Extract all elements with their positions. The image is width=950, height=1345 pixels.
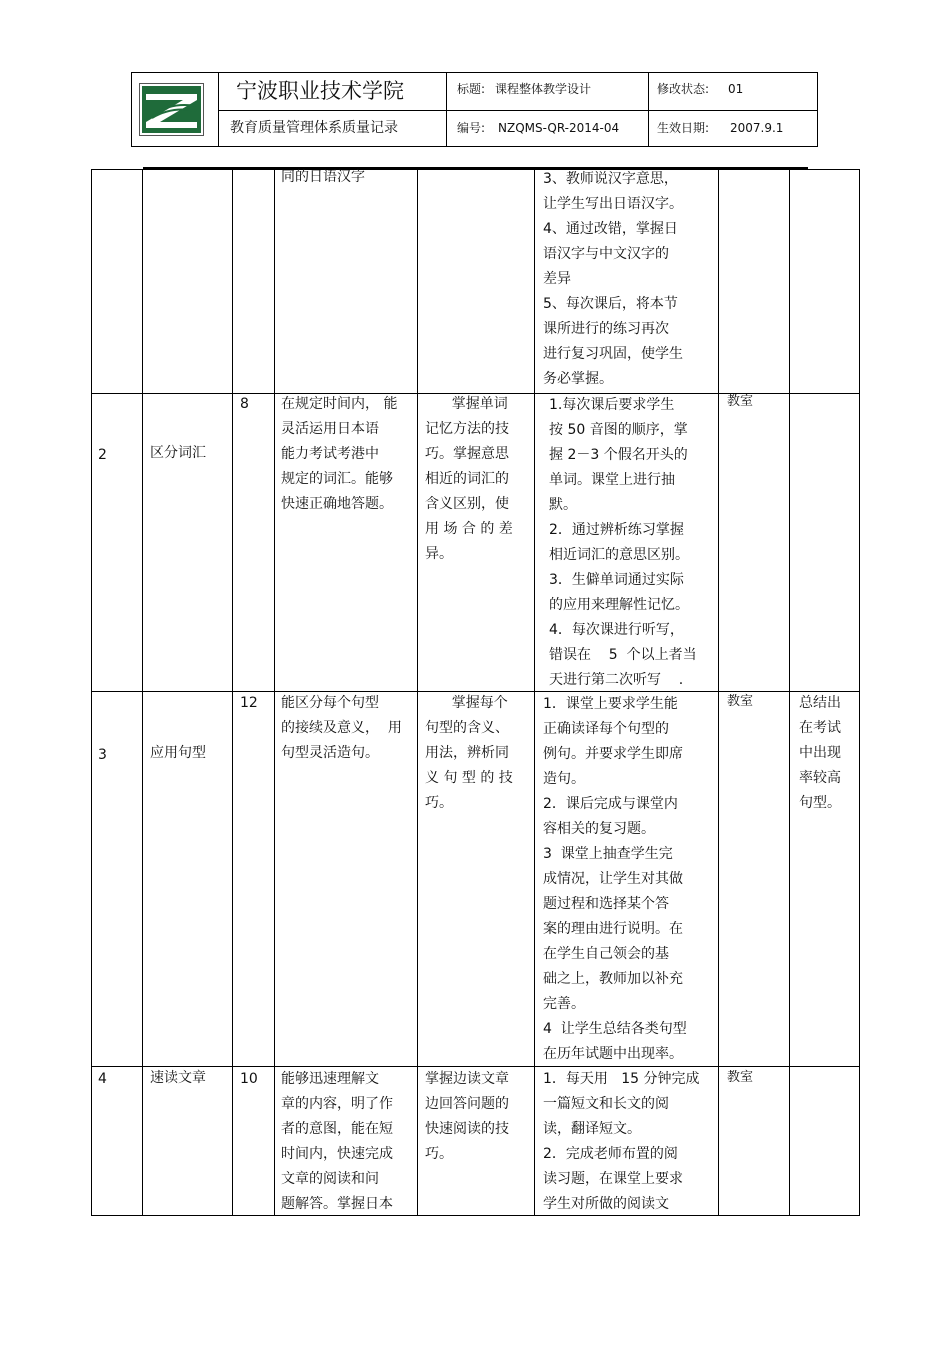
skill-line: 巧。 xyxy=(425,795,453,811)
skill-line: 用法，辨析同 xyxy=(425,745,509,761)
skill-line: 义 句 型 的 技 xyxy=(425,770,513,786)
goal-line: 者的意图，能在短 xyxy=(281,1121,393,1137)
method-line: 的应用来理解性记忆。 xyxy=(549,597,689,613)
row-topic: 应用句型 xyxy=(150,745,206,761)
method-line: 题过程和选择某个答 xyxy=(543,896,669,912)
method-line: 在学生自己领会的基 xyxy=(543,946,669,962)
method-line: 语汉字与中文汉字的 xyxy=(543,246,669,262)
method-line: 1．每天用 15 分钟完成 xyxy=(543,1071,700,1087)
method-line: 容相关的复习题。 xyxy=(543,821,655,837)
row-hours: 10 xyxy=(240,1071,258,1087)
goal-line: 时间内，快速完成 xyxy=(281,1146,393,1162)
method-line: 在历年试题中出现率。 xyxy=(543,1046,683,1062)
note-line: 在考试 xyxy=(799,720,841,736)
row-goal xyxy=(281,691,402,766)
goal-line: 灵活运用日本语 xyxy=(281,421,379,437)
row-goal xyxy=(281,392,397,517)
method-line: 2．完成老师布置的阅 xyxy=(543,1146,678,1162)
method-line: 例句。并要求学生即席 xyxy=(543,746,683,762)
method-line: 单词。课堂上进行抽 xyxy=(549,472,675,488)
effective-date-value: 2007.9.1 xyxy=(730,121,784,135)
quality-record-title: 教育质量管理体系质量记录 xyxy=(230,120,398,136)
method-line: 读习题，在课堂上要求 xyxy=(543,1171,683,1187)
row1-goal xyxy=(281,165,365,190)
note-line: 率较高 xyxy=(799,770,841,786)
row-place: 教室 xyxy=(727,1070,754,1085)
goal-line: 同的日语汉字 xyxy=(281,169,365,185)
method-line: 造句。 xyxy=(543,771,585,787)
method-line: 4 让学生总结各类句型 xyxy=(543,1021,687,1037)
goal-line: 快速正确地答题。 xyxy=(281,496,393,512)
goal-line: 能区分每个句型 xyxy=(281,695,379,711)
row-skill xyxy=(425,1067,509,1167)
method-line: 读，翻译短文。 xyxy=(543,1121,641,1137)
goal-line: 规定的词汇。能够 xyxy=(281,471,393,487)
row-method xyxy=(543,1067,700,1217)
method-line: 相近词汇的意思区别。 xyxy=(549,547,689,563)
method-line: 课所进行的练习再次 xyxy=(543,321,669,337)
skill-line: 句型的含义、 xyxy=(425,720,509,736)
method-line: 一篇短文和长文的阅 xyxy=(543,1096,669,1112)
method-line: 案的理由进行说明。在 xyxy=(543,921,683,937)
method-line: 成情况，让学生对其做 xyxy=(543,871,683,887)
goal-line: 的接续及意义， 用 xyxy=(281,720,402,736)
method-line: 1．课堂上要求学生能 xyxy=(543,696,678,712)
method-line: 3．生僻单词通过实际 xyxy=(549,572,684,588)
method-line: 握 2－3 个假名开头的 xyxy=(549,447,688,463)
goal-line: 句型灵活造句。 xyxy=(281,745,379,761)
note-line: 中出现 xyxy=(799,745,841,761)
method-line: 2．通过辨析练习掌握 xyxy=(549,522,684,538)
method-line: 正确读译每个句型的 xyxy=(543,721,669,737)
method-line: 让学生写出日语汉字。 xyxy=(543,196,683,212)
skill-line: 用 场 合 的 差 xyxy=(425,521,513,537)
skill-line: 掌握边读文章 xyxy=(425,1071,509,1087)
row-place: 教室 xyxy=(727,394,754,409)
method-line: 础之上，教师加以补充 xyxy=(543,971,683,987)
title-value: 课程整体教学设计 xyxy=(495,82,592,96)
goal-line: 题解答。掌握日本 xyxy=(281,1196,393,1212)
revision-label: 修改状态: xyxy=(657,82,710,96)
row-number: 3 xyxy=(98,747,107,763)
method-line: 4．每次课进行听写， xyxy=(549,622,684,638)
school-name: 宁波职业技术学院 xyxy=(236,79,404,103)
method-line: 错误在 5 个以上者当 xyxy=(549,647,697,663)
row-place: 教室 xyxy=(727,694,754,709)
teaching-design-table xyxy=(91,169,860,1216)
method-line: 1.每次课后要求学生 xyxy=(549,397,675,413)
row-goal xyxy=(281,1067,393,1217)
school-logo xyxy=(139,83,204,136)
method-line: 3 课堂上抽查学生完 xyxy=(543,846,673,862)
method-line: 天进行第二次听写 . xyxy=(549,672,684,688)
row1-method xyxy=(543,167,683,392)
skill-line: 巧。 xyxy=(425,1146,453,1162)
method-line: 差异 xyxy=(543,271,571,287)
skill-line: 快速阅读的技 xyxy=(425,1121,509,1137)
row-number: 2 xyxy=(98,447,107,463)
row-number: 4 xyxy=(98,1071,107,1087)
method-line: 默。 xyxy=(549,497,577,513)
row-skill xyxy=(425,392,513,567)
skill-line: 异。 xyxy=(425,546,453,562)
method-line: 3、教师说汉字意思， xyxy=(543,171,678,187)
method-line: 完善。 xyxy=(543,996,585,1012)
revision-value: 01 xyxy=(728,82,744,96)
code-value: NZQMS-QR-2014-04 xyxy=(498,121,620,135)
skill-line: 边回答问题的 xyxy=(425,1096,509,1112)
goal-line: 文章的阅读和问 xyxy=(281,1171,379,1187)
skill-line: 掌握每个 xyxy=(425,695,508,711)
skill-line: 含义区别，使 xyxy=(425,496,509,512)
row-method xyxy=(549,393,697,693)
goal-line: 能够迅速理解文 xyxy=(281,1071,379,1087)
skill-line: 掌握单词 xyxy=(425,396,508,412)
document-header xyxy=(131,72,818,147)
skill-line: 记忆方法的技 xyxy=(425,421,509,437)
skill-line: 巧。掌握意思 xyxy=(425,446,509,462)
method-line: 2．课后完成与课堂内 xyxy=(543,796,678,812)
method-line: 进行复习巩固，使学生 xyxy=(543,346,683,362)
method-line: 5、每次课后，将本节 xyxy=(543,296,678,312)
goal-line: 章的内容，明了作 xyxy=(281,1096,393,1112)
method-line: 4、通过改错，掌握日 xyxy=(543,221,678,237)
row-skill xyxy=(425,691,513,816)
row-hours: 8 xyxy=(240,396,249,412)
goal-line: 能力考试考港中 xyxy=(281,446,379,462)
skill-line: 相近的词汇的 xyxy=(425,471,509,487)
row-note xyxy=(799,691,841,816)
method-line: 务必掌握。 xyxy=(543,371,613,387)
goal-line: 在规定时间内， 能 xyxy=(281,396,398,412)
row-topic: 区分词汇 xyxy=(150,445,206,461)
note-line: 句型。 xyxy=(799,795,841,811)
code-label: 编号: xyxy=(457,121,486,135)
effective-date-label: 生效日期: xyxy=(657,121,710,135)
title-label: 标题: xyxy=(457,82,486,96)
row-hours: 12 xyxy=(240,695,258,711)
row-method xyxy=(543,692,687,1067)
method-line: 按 50 音图的顺序，掌 xyxy=(549,422,688,438)
row-topic: 速读文章 xyxy=(150,1070,206,1086)
note-line: 总结出 xyxy=(799,695,841,711)
method-line: 学生对所做的阅读文 xyxy=(543,1196,669,1212)
